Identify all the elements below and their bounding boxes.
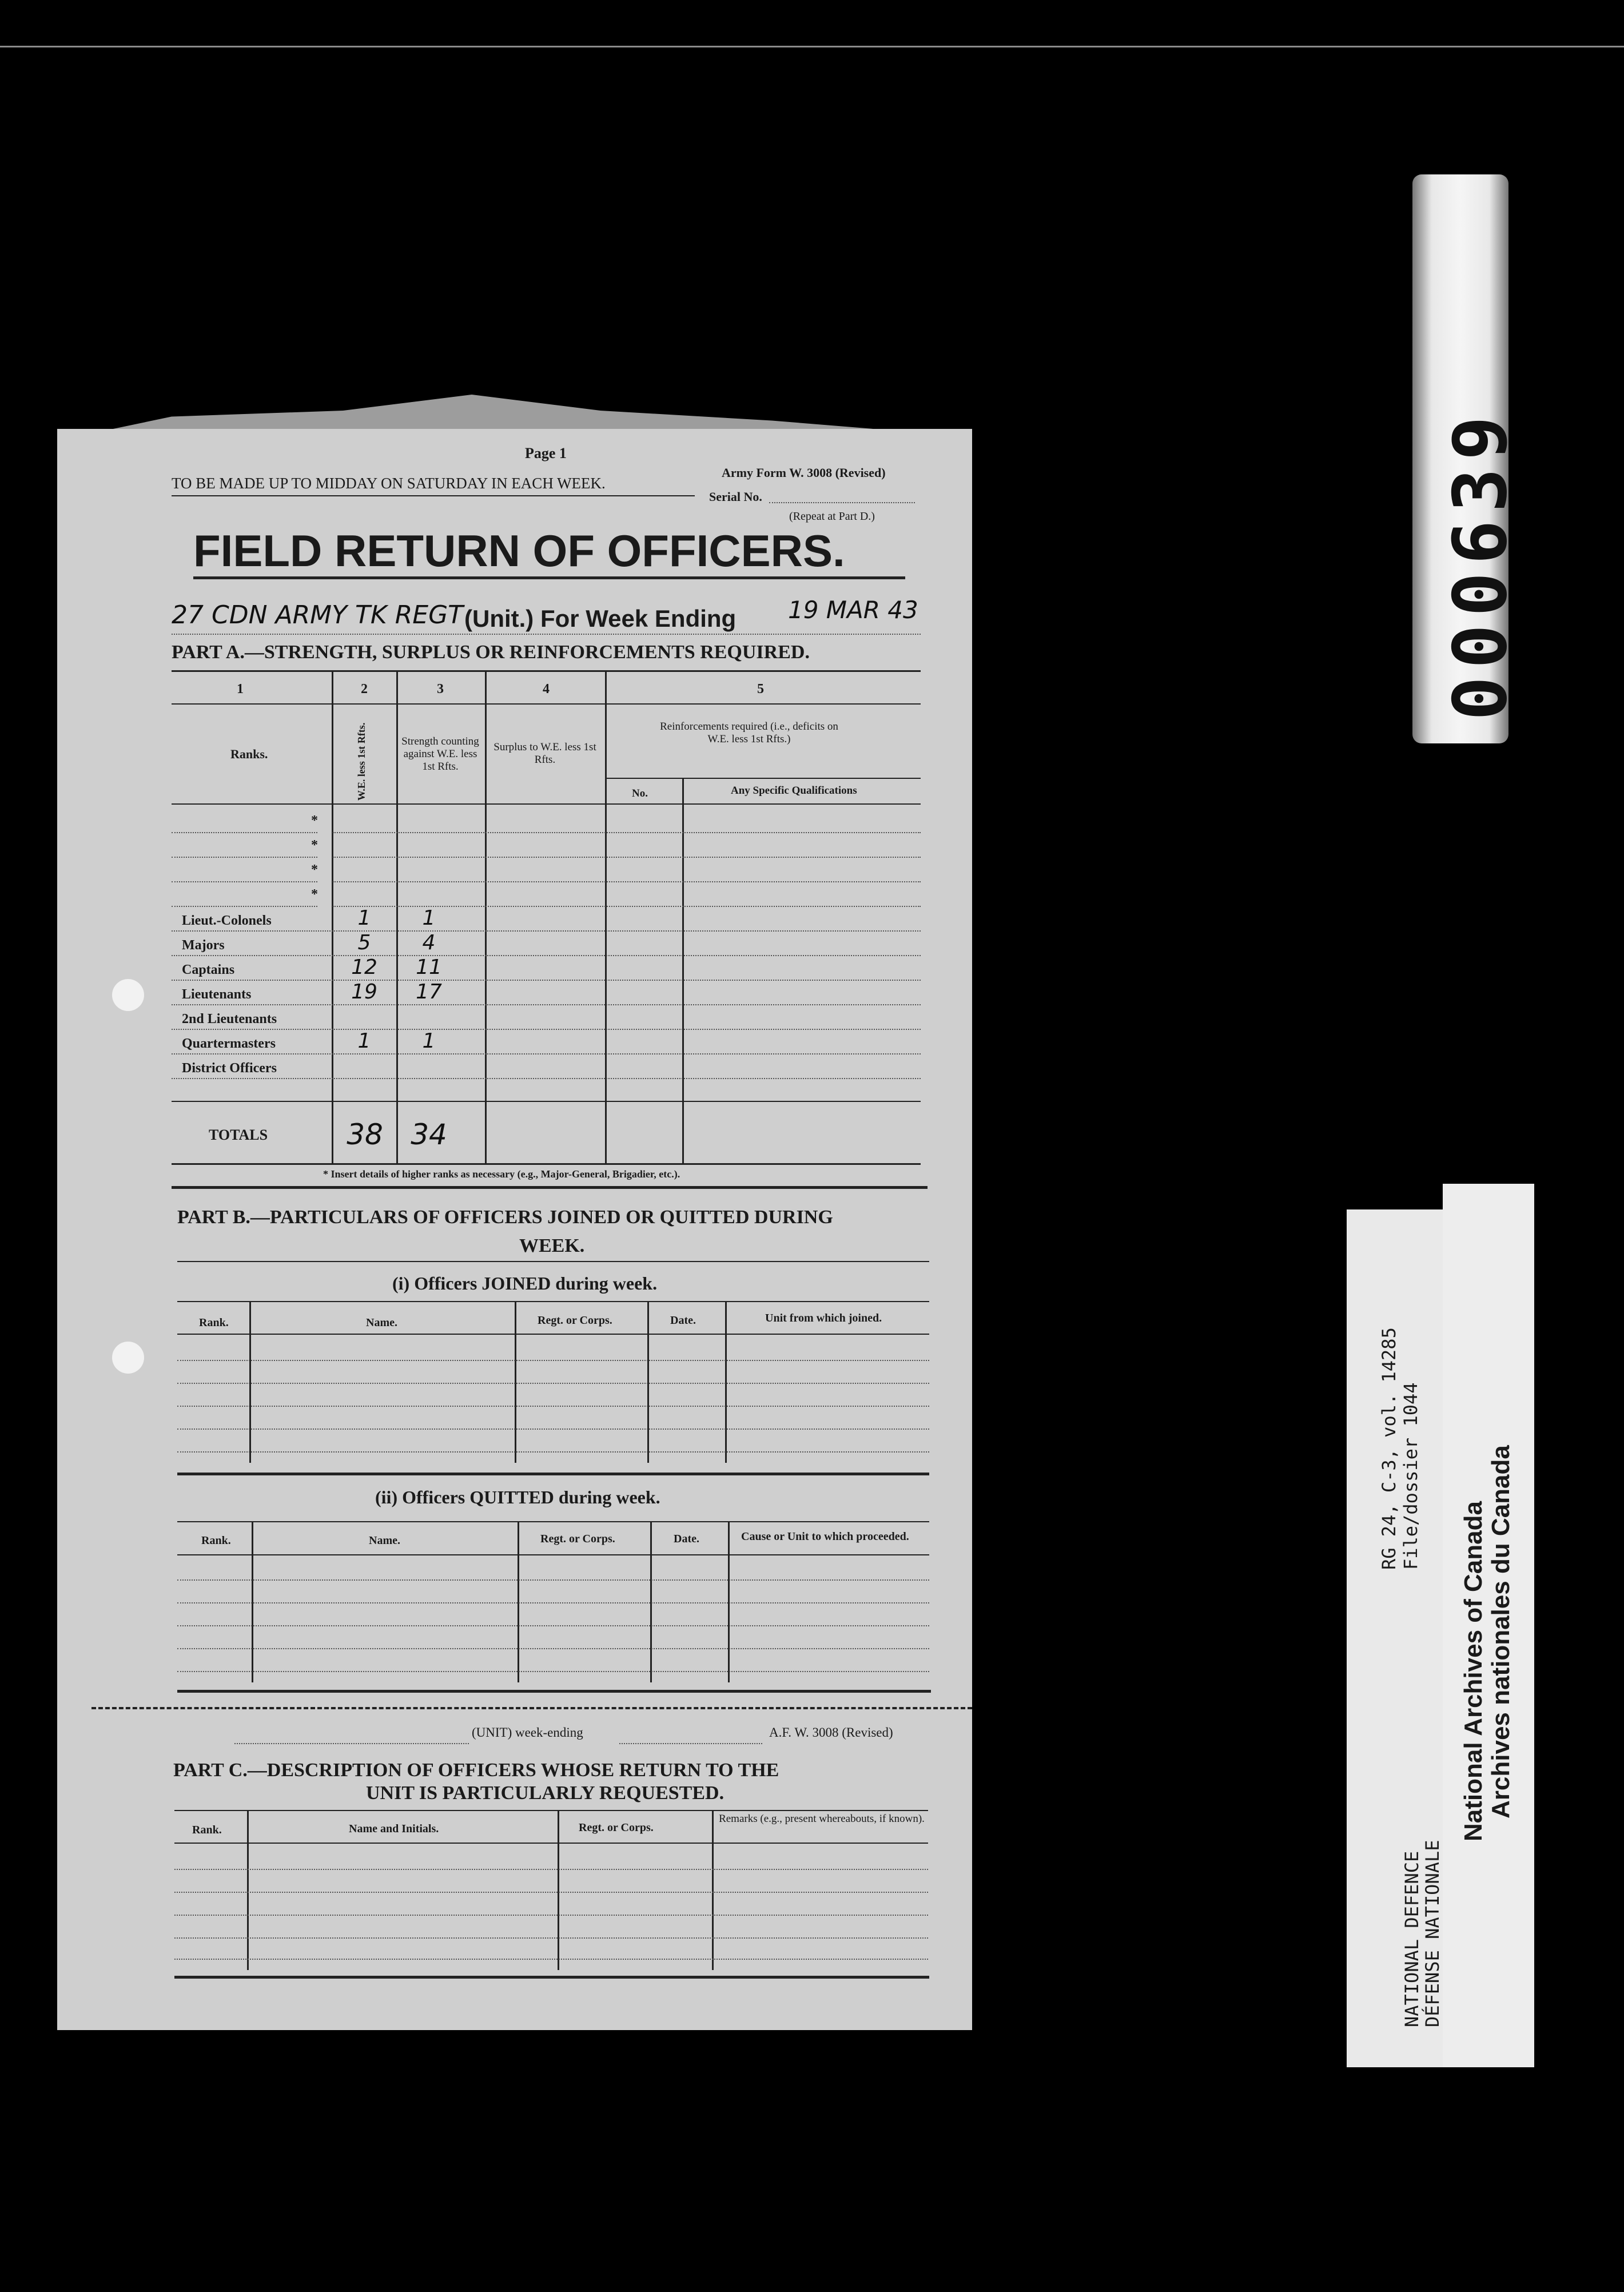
strength-header: Strength counting against W.E. less 1st Rfts.: [401, 735, 479, 773]
scan-top-line: [0, 46, 1624, 47]
army-form-label: Army Form W. 3008 (Revised): [722, 465, 886, 480]
form-reference: A.F. W. 3008 (Revised): [769, 1725, 893, 1740]
serial-no-field[interactable]: [769, 502, 915, 503]
quitted-name-header: Name.: [369, 1534, 400, 1547]
archives-name-fr: Archives nationales du Canada: [1487, 1445, 1515, 1819]
rule: [177, 1261, 929, 1262]
row-rule: [174, 1869, 928, 1870]
qualifications-header: Any Specific Qualifications: [731, 785, 857, 797]
rank-label: Captains: [182, 962, 235, 977]
row-rule: [177, 1406, 929, 1407]
col-number: 2: [361, 682, 368, 697]
quitted-regt-header: Regt. or Corps.: [540, 1533, 615, 1545]
rule: [177, 1301, 929, 1302]
strength-value: 11: [416, 956, 442, 979]
col-number: 5: [757, 682, 764, 697]
quitted-title: (ii) Officers QUITTED during week.: [375, 1487, 660, 1507]
part-b-title: PART B.—PARTICULARS OF OFFICERS JOINED OR QUITTED DURING: [177, 1207, 833, 1228]
surplus-header: Surplus to W.E. less 1st Rfts.: [493, 741, 596, 766]
col-divider: [605, 670, 607, 1163]
joined-unit-header: Unit from which joined.: [765, 1312, 882, 1324]
we-value: 19: [351, 980, 377, 1004]
row-rule: [174, 1892, 928, 1893]
row-rule: [174, 1915, 928, 1916]
department-fr: DÉFENSE NATIONALE: [1422, 1840, 1443, 2027]
rank-label: District Officers: [182, 1061, 277, 1076]
unit-handwritten: 27 CDN ARMY TK REGT: [172, 600, 464, 630]
row-rule: [172, 930, 921, 932]
reinforcements-header: Reinforcements required (i.e., deficits on W.E. less 1st Rfts.): [660, 721, 838, 745]
rank-label: Quartermasters: [182, 1036, 276, 1051]
unit-field[interactable]: [234, 1743, 469, 1744]
row-rule: [177, 1428, 929, 1430]
part-c-rank-header: Rank.: [192, 1824, 222, 1836]
no-header: No.: [632, 787, 648, 799]
row-rule: [177, 1625, 929, 1626]
row-rule: [177, 1602, 929, 1603]
we-value: 1: [357, 1029, 371, 1053]
col-divider: [249, 1301, 251, 1463]
section-rule: [177, 1473, 929, 1475]
asterisk: *: [311, 813, 318, 828]
rank-label: Majors: [182, 938, 225, 953]
col-divider: [332, 670, 333, 1163]
col-divider: [396, 670, 398, 1163]
rule: [174, 1810, 928, 1811]
serial-no-label: Serial No.: [709, 490, 762, 504]
instruction-text: TO BE MADE UP TO MIDDAY ON SATURDAY IN EACH WEEK.: [172, 475, 606, 492]
row-rule: [174, 1959, 928, 1960]
col-divider: [728, 1521, 730, 1682]
col-divider: [725, 1301, 727, 1463]
rule: [172, 1163, 921, 1165]
row-rule: [333, 857, 921, 858]
row-rule: [172, 1029, 921, 1030]
col-divider: [485, 670, 487, 1163]
strength-value: 1: [422, 906, 436, 930]
punch-hole: [112, 979, 144, 1011]
section-rule: [174, 1976, 929, 1979]
joined-date-header: Date.: [670, 1314, 696, 1327]
rule: [172, 703, 921, 705]
quitted-cause-header: Cause or Unit to which proceeded.: [741, 1530, 909, 1543]
joined-title: (i) Officers JOINED during week.: [392, 1273, 658, 1294]
row-rule: [177, 1648, 929, 1649]
reference-line-1: RG 24, C-3, vol. 14285: [1378, 1327, 1400, 1570]
section-rule: [172, 1186, 928, 1189]
col-divider: [712, 1810, 714, 1970]
col-divider: [518, 1521, 519, 1682]
we-value: 5: [357, 931, 371, 954]
perforation-line: [91, 1707, 972, 1709]
rank-label: Lieutenants: [182, 987, 252, 1002]
frame-number: 000639: [1438, 408, 1523, 721]
repeat-note: (Repeat at Part D.): [789, 510, 875, 523]
unit-week-label: (UNIT) week-ending: [472, 1725, 583, 1740]
col-divider: [252, 1521, 253, 1682]
rule: [605, 778, 921, 779]
unit-label: (Unit.) For Week Ending: [464, 605, 737, 632]
rule: [172, 1101, 921, 1102]
rule: [172, 634, 921, 635]
col-divider: [650, 1521, 652, 1682]
row-rule: [333, 881, 921, 882]
part-c-remarks-header: Remarks (e.g., present whereabouts, if known).: [719, 1813, 925, 1825]
higher-rank-field[interactable]: [172, 832, 317, 833]
joined-rank-header: Rank.: [199, 1316, 229, 1329]
part-c-regt-header: Regt. or Corps.: [579, 1821, 654, 1834]
strength-value: 4: [422, 931, 436, 954]
row-rule: [177, 1360, 929, 1361]
department-en: NATIONAL DEFENCE: [1401, 1851, 1423, 2027]
footnote: * Insert details of higher ranks as necessary (e.g., Major-General, Brigadier, etc.).: [323, 1168, 680, 1180]
higher-rank-field[interactable]: [172, 906, 317, 907]
rule: [177, 1554, 929, 1555]
rule: [172, 495, 695, 496]
joined-name-header: Name.: [366, 1316, 397, 1329]
col-divider: [558, 1810, 559, 1970]
strength-value: 1: [422, 1029, 436, 1053]
part-c-title-continued: UNIT IS PARTICULARLY REQUESTED.: [366, 1782, 725, 1804]
col-number: 1: [237, 682, 244, 697]
part-c-name-header: Name and Initials.: [349, 1823, 439, 1835]
we-value: 12: [351, 956, 377, 979]
section-rule: [177, 1690, 931, 1693]
asterisk: *: [311, 838, 318, 853]
part-b-title-continued: WEEK.: [519, 1235, 585, 1256]
asterisk: *: [311, 862, 318, 877]
row-rule: [333, 832, 921, 833]
row-rule: [177, 1671, 929, 1672]
archives-name-en: National Archives of Canada: [1459, 1501, 1487, 1841]
col-divider: [247, 1810, 249, 1970]
totals-label: TOTALS: [209, 1127, 268, 1143]
rank-label: 2nd Lieutenants: [182, 1012, 277, 1026]
row-rule: [177, 1383, 929, 1384]
rule: [177, 1521, 929, 1522]
ranks-header: Ranks.: [230, 747, 268, 761]
col-divider: [682, 778, 684, 1163]
rank-label: Lieut.-Colonels: [182, 913, 272, 928]
punch-hole: [112, 1342, 144, 1374]
row-rule: [172, 1078, 921, 1079]
col-divider: [647, 1301, 649, 1463]
asterisk: *: [311, 887, 318, 902]
higher-rank-field[interactable]: [172, 857, 317, 858]
col-divider: [515, 1301, 516, 1463]
strength-value: 17: [416, 980, 442, 1004]
rule: [174, 1843, 928, 1844]
part-c-title: PART C.—DESCRIPTION OF OFFICERS WHOSE RETURN TO THE: [173, 1760, 779, 1781]
week-ending-handwritten: 19 MAR 43: [788, 596, 918, 624]
row-rule: [172, 1053, 921, 1055]
quitted-rank-header: Rank.: [201, 1534, 231, 1547]
row-rule: [177, 1579, 929, 1581]
joined-regt-header: Regt. or Corps.: [538, 1314, 612, 1327]
part-a-title: PART A.—STRENGTH, SURPLUS OR REINFORCEMENTS REQUIRED.: [172, 642, 810, 663]
col-number: 4: [543, 682, 550, 697]
form-title: FIELD RETURN OF OFFICERS.: [193, 526, 845, 576]
col-number: 3: [437, 682, 444, 697]
row-rule: [172, 1004, 921, 1005]
higher-rank-field[interactable]: [172, 881, 317, 882]
totals-we: 38: [347, 1118, 383, 1151]
row-rule: [174, 1937, 928, 1939]
we-header: W.E. less 1st Rfts.: [356, 722, 367, 801]
title-underline: [193, 576, 905, 579]
row-rule: [172, 955, 921, 956]
row-rule: [172, 980, 921, 981]
page-label: Page 1: [525, 445, 567, 461]
rule: [177, 1334, 929, 1335]
reference-line-2: File/dossier 1044: [1400, 1382, 1422, 1570]
we-value: 1: [357, 906, 371, 930]
rule: [172, 803, 921, 805]
week-ending-field[interactable]: [619, 1743, 762, 1744]
rule: [172, 670, 921, 672]
totals-strength: 34: [411, 1118, 447, 1151]
row-rule: [177, 1451, 929, 1453]
quitted-date-header: Date.: [674, 1533, 699, 1545]
